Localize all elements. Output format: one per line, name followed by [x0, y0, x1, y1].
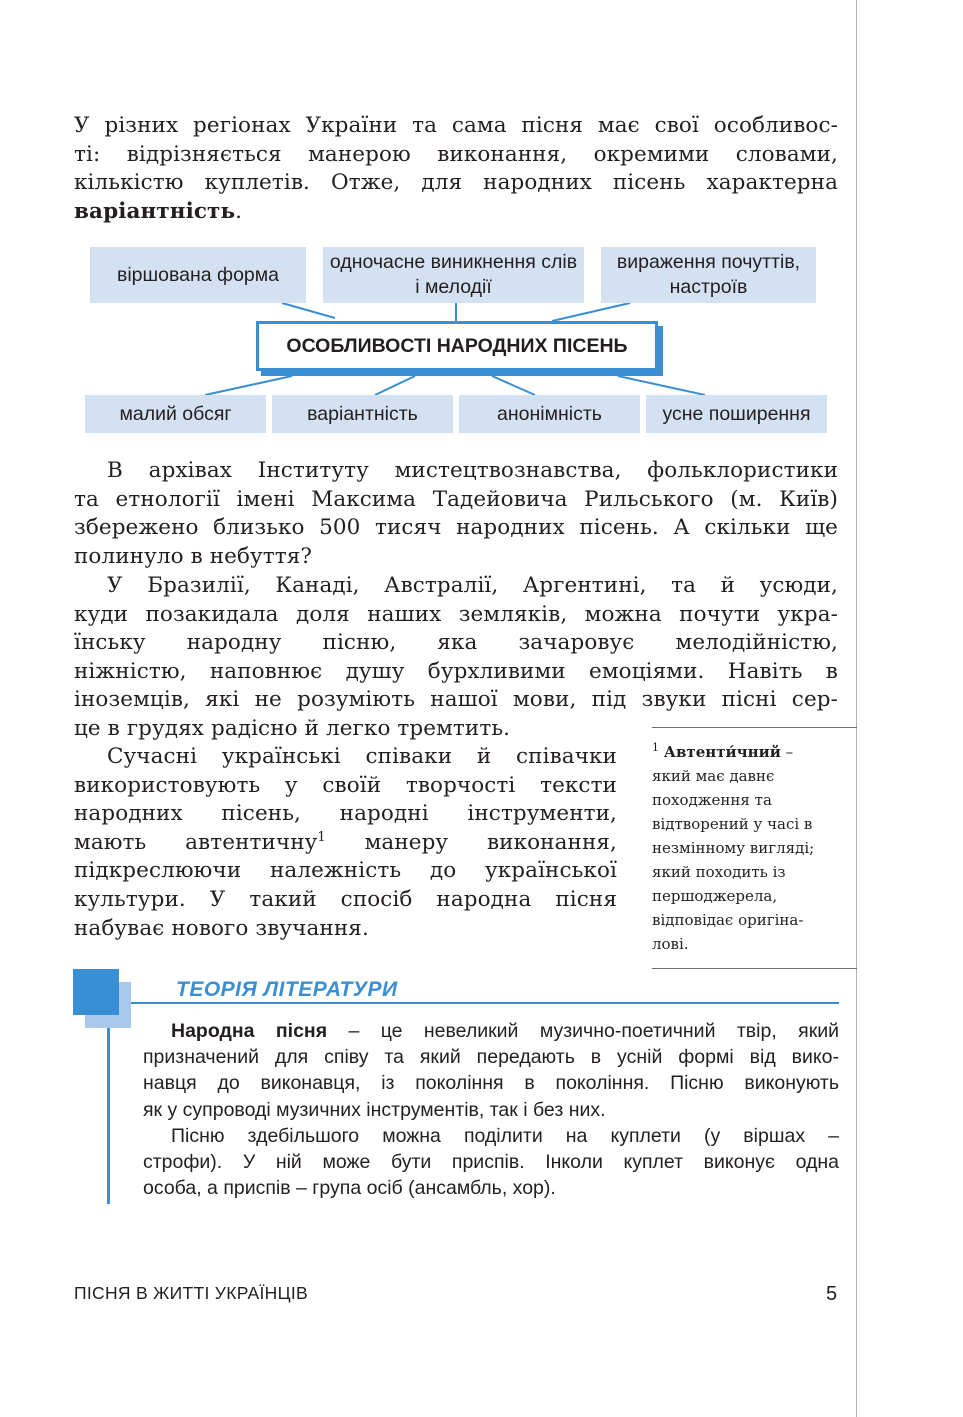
text-fragment: мають автентичну: [74, 829, 318, 855]
footnote-top-rule: [652, 727, 857, 728]
connector-line: [205, 376, 292, 395]
footnote-dash: –: [780, 743, 794, 761]
text-line: їнську народну пісню, яка зачаровує мелодійністю,: [74, 630, 838, 656]
footnote-line: який має давнє: [652, 767, 775, 785]
footnote-term: Автенти́чний: [663, 743, 781, 761]
punctuation: .: [235, 198, 243, 224]
footnote-line: лові.: [652, 935, 689, 953]
connector-line: [492, 376, 535, 395]
footnote-ref: 1: [317, 829, 326, 845]
bold-term: варіантність: [74, 198, 236, 224]
text-line: та етнології імені Максима Тадейовича Рильського (м. Київ): [74, 486, 838, 512]
theory-title: ТЕОРІЯ ЛІТЕРАТУРИ: [176, 978, 398, 1001]
theory-paragraph-structure: [143, 1123, 839, 1202]
footnote-line: відтворений у часі в: [652, 815, 813, 833]
archive-paragraph: [74, 457, 838, 571]
text-line: іноземців, які не розуміють нашої мови, під звуки пісні сер-: [74, 687, 838, 713]
page-number: 5: [826, 1283, 838, 1305]
footnote-line: походження та: [652, 791, 772, 809]
text-line: У Бразилії, Канаді, Австралії, Аргентині, та й усюди,: [107, 573, 838, 598]
text-line: кількістю куплетів. Отже, для народних пісень характерна: [74, 170, 838, 196]
text-line: полинуло в небуття?: [74, 543, 313, 569]
diagram-central-box: ОСОБЛИВОСТІ НАРОДНИХ ПІСЕНЬ: [256, 321, 658, 371]
text-line: як у супроводі музичних інструментів, так і без них.: [143, 1098, 606, 1121]
text-line: використовують у своїй творчості тексти: [74, 772, 617, 798]
text-line: Сучасні українські співаки й співачки: [107, 744, 617, 769]
text-line: В архівах Інституту мистецтвознавства, фольклористики: [107, 458, 838, 483]
feature-box-oral-spread: усне поширення: [646, 395, 827, 433]
text-line: ніжністю, наповнює душу бурхливими емоціями. Навіть в: [74, 658, 838, 684]
theory-paragraph-definition: [143, 1018, 839, 1123]
theory-heading-rule: [131, 1002, 839, 1004]
text-line: [143, 1018, 839, 1044]
footnote-line: першоджерела,: [652, 887, 778, 905]
running-footer-title: ПІСНЯ В ЖИТТІ УКРАЇНЦІВ: [74, 1283, 308, 1303]
feature-box-simultaneous-origin: одночасне виникнення слів і мелодії: [323, 247, 584, 303]
singers-paragraph: [74, 743, 617, 943]
theory-term: Народна пісня: [171, 1020, 328, 1042]
connector-line: [282, 303, 335, 318]
footnote: [652, 740, 854, 956]
text-line: це в грудях радісно й легко тремтить.: [74, 715, 511, 741]
text-line: народних пісень, народні інструменти,: [74, 801, 617, 827]
text-line: особа, а приспів – група осіб (ансамбль, хор).: [143, 1177, 556, 1200]
text-line: строфи). У ній може бути приспів. Інколи куплет виконує одна: [143, 1151, 839, 1174]
connector-line: [552, 303, 630, 321]
feature-box-expression-of-feelings: вираження почуттів, настроїв: [601, 247, 816, 303]
feature-box-anonymity: анонімність: [459, 395, 640, 433]
text-line: навця до виконавця, із покоління в покоління. Пісню виконують: [143, 1072, 839, 1095]
text-line: У різних регіонах України та сама пісня має свої особливос-: [74, 113, 838, 138]
text-line: ті: відрізняється манерою виконання, окремими словами,: [74, 141, 838, 167]
text-line: набуває нового звучання.: [74, 915, 369, 941]
footnote-line: відповідає оригіна-: [652, 911, 804, 929]
text-line: [74, 829, 617, 858]
text-line: куди позакидала доля наших земляків, можна почути укра-: [74, 601, 838, 627]
text-line: культури. У такий спосіб народна пісня: [74, 886, 617, 912]
connector-line: [375, 376, 415, 395]
text-line: призначений для співу та який передають в усній формі від вико-: [143, 1046, 839, 1069]
world-paragraph: [74, 572, 838, 744]
text-line: підкреслюючи належність до української: [74, 858, 617, 884]
footnote-number: 1: [652, 741, 659, 754]
text-line: збережено близько 500 тисяч народних пісень. А скільки ще: [74, 515, 838, 541]
footnote-line: який походить із: [652, 863, 786, 881]
text-fragment: манеру виконання,: [364, 829, 617, 855]
theory-marker-front: [73, 969, 119, 1015]
feature-box-verse-form: віршована форма: [90, 247, 306, 303]
feature-box-small-size: малий обсяг: [85, 395, 266, 433]
connector-line: [618, 376, 705, 395]
text-line: Пісню здебільшого можна поділити на куплети (у віршах –: [171, 1125, 839, 1147]
footnote-heading: [652, 740, 854, 764]
feature-box-variance: варіантність: [272, 395, 453, 433]
footnote-bottom-rule: [652, 968, 857, 969]
theory-side-rule: [107, 1028, 110, 1204]
diagram-connectors: [0, 0, 963, 460]
footnote-line: незмінному вигляді;: [652, 839, 815, 857]
text-fragment: – це невеликий музично-поетичний твір, який: [327, 1020, 840, 1042]
